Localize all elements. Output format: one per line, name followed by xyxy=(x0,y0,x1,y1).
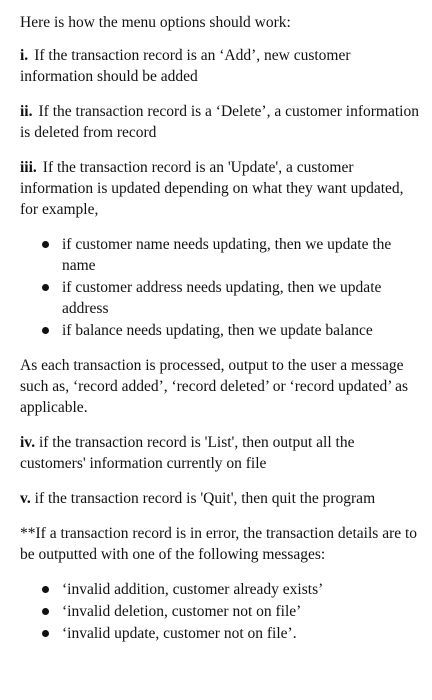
list-item: ‘invalid addition, customer already exists’ xyxy=(42,579,422,600)
item-number: ii. xyxy=(20,103,33,120)
item-number: iv. xyxy=(20,434,36,451)
error-note: **If a transaction record is in error, the transaction details are to be outputted with one of the following messages: xyxy=(20,525,418,563)
update-bullet-list xyxy=(42,234,422,341)
bullet-icon xyxy=(42,284,49,291)
list-item: ‘invalid deletion, customer not on file’ xyxy=(42,601,422,622)
list-item: if balance needs updating, then we update balance xyxy=(42,320,422,341)
item-text: if the transaction record is 'Quit', then quit the program xyxy=(30,490,376,507)
item-number: v. xyxy=(20,490,31,507)
error-bullet-list xyxy=(42,579,422,644)
list-item: if customer address needs updating, then we update address xyxy=(42,277,422,319)
bullet-icon xyxy=(42,630,49,637)
item-text: If the transaction record is a ‘Delete’, a customer information is deleted from record xyxy=(20,103,419,141)
item-text: If the transaction record is an 'Update', a customer information is updated depending on what they want updated, for example, xyxy=(20,159,404,218)
bullet-icon xyxy=(42,241,49,248)
bullet-icon xyxy=(42,586,49,593)
intro-text: Here is how the menu options should work: xyxy=(20,14,291,31)
item-list xyxy=(20,432,422,474)
item-update xyxy=(20,157,422,220)
bullet-icon xyxy=(42,327,49,334)
item-number: iii. xyxy=(20,159,37,176)
item-add xyxy=(20,45,422,87)
item-text: if the transaction record is 'List', then output all the customers' information currently on file xyxy=(20,434,355,472)
item-text: If the transaction record is an ‘Add’, new customer information should be added xyxy=(20,47,351,85)
item-delete xyxy=(20,101,422,143)
list-item: if customer name needs updating, then we update the name xyxy=(42,234,422,276)
item-quit xyxy=(20,488,422,509)
bullet-icon xyxy=(42,608,49,615)
item-number: i. xyxy=(20,47,29,64)
list-item: ‘invalid update, customer not on file’. xyxy=(42,623,422,644)
process-note: As each transaction is processed, output to the user a message such as, ‘record added’, ‘record deleted’ or ‘record updated’ as applicable. xyxy=(20,357,409,416)
